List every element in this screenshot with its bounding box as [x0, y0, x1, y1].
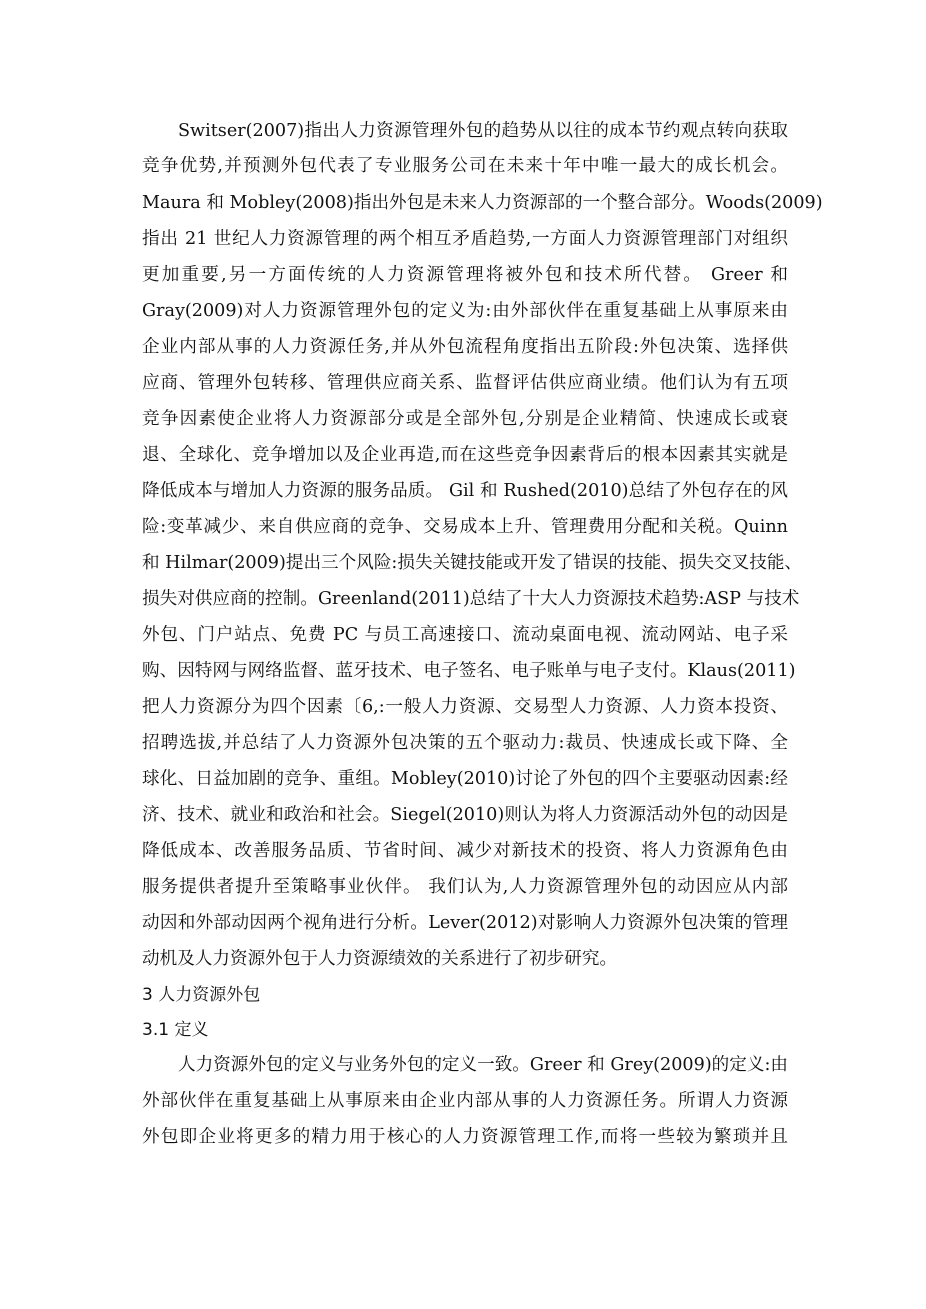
paragraph-line: 指出 21 世纪人力资源管理的两个相互矛盾趋势,一方面人力资源管理部门对组织: [142, 229, 788, 249]
section-heading: 3 人力资源外包: [142, 985, 261, 1005]
paragraph-line: 降低成本、改善服务品质、节省时间、减少对新技术的投资、将人力资源角色由: [142, 841, 788, 861]
paragraph-line: 把人力资源分为四个因素〔6,:一般人力资源、交易型人力资源、人力资本投资、: [142, 697, 788, 717]
paragraph-line: 降低成本与增加人力资源的服务品质。 Gil 和 Rushed(2010)总结了外包存在的风: [142, 481, 788, 501]
paragraph-line: 企业内部从事的人力资源任务,并从外包流程角度指出五阶段:外包决策、选择供: [142, 337, 788, 357]
paragraph-line: 外部伙伴在重复基础上从事原来由企业内部从事的人力资源任务。所谓人力资源: [142, 1091, 788, 1111]
paragraph-line: 动因和外部动因两个视角进行分析。Lever(2012)对影响人力资源外包决策的管理: [142, 913, 788, 933]
paragraph-line: 退、全球化、竞争增加以及企业再造,而在这些竞争因素背后的根本因素其实就是: [142, 445, 788, 465]
paragraph-line: 球化、日益加剧的竞争、重组。Mobley(2010)讨论了外包的四个主要驱动因素:经: [142, 769, 788, 789]
paragraph-line: 济、技术、就业和政治和社会。Siegel(2010)则认为将人力资源活动外包的动因是: [142, 805, 788, 825]
paragraph-line: 竞争因素使企业将人力资源部分或是全部外包,分别是企业精简、快速成长或衰: [142, 409, 788, 429]
paragraph-line: 险:变革减少、来自供应商的竞争、交易成本上升、管理费用分配和关税。Quinn: [142, 517, 788, 537]
paragraph-line: 外包、门户站点、免费 PC 与员工高速接口、流动桌面电视、流动网站、电子采: [142, 625, 788, 645]
paragraph-line: 动机及人力资源外包于人力资源绩效的关系进行了初步研究。: [142, 949, 618, 969]
paragraph-line: 招聘选拔,并总结了人力资源外包决策的五个驱动力:裁员、快速成长或下降、全: [142, 733, 788, 753]
paragraph-line: 损失对供应商的控制。Greenland(2011)总结了十大人力资源技术趋势:ASP 与技术: [142, 589, 800, 609]
paragraph-line: 竞争优势,并预测外包代表了专业服务公司在未来十年中唯一最大的成长机会。: [142, 156, 788, 176]
paragraph-line: 购、因特网与网络监督、蓝牙技术、电子签名、电子账单与电子支付。Klaus(2011): [142, 661, 796, 681]
paragraph-line: Gray(2009)对人力资源管理外包的定义为:由外部伙伴在重复基础上从事原来由: [142, 301, 788, 321]
subsection-heading: 3.1 定义: [142, 1020, 209, 1040]
paragraph-line: 人力资源外包的定义与业务外包的定义一致。Greer 和 Grey(2009)的定义:由: [178, 1055, 788, 1075]
paragraph-line: 更加重要,另一方面传统的人力资源管理将被外包和技术所代替。 Greer 和: [142, 265, 788, 285]
paragraph-line: 服务提供者提升至策略事业伙伴。 我们认为,人力资源管理外包的动因应从内部: [142, 877, 788, 897]
paragraph-line: 和 Hilmar(2009)提出三个风险:损失关键技能或开发了错误的技能、损失交叉技能、: [142, 553, 803, 573]
paragraph-line: 外包即企业将更多的精力用于核心的人力资源管理工作,而将一些较为繁琐并且: [142, 1127, 788, 1147]
paragraph-line: 应商、管理外包转移、管理供应商关系、监督评估供应商业绩。他们认为有五项: [142, 373, 788, 393]
paragraph-line: Maura 和 Mobley(2008)指出外包是未来人力资源部的一个整合部分。Woods(2009): [142, 193, 823, 213]
paragraph-line: Switser(2007)指出人力资源管理外包的趋势从以往的成本节约观点转向获取: [178, 121, 788, 141]
